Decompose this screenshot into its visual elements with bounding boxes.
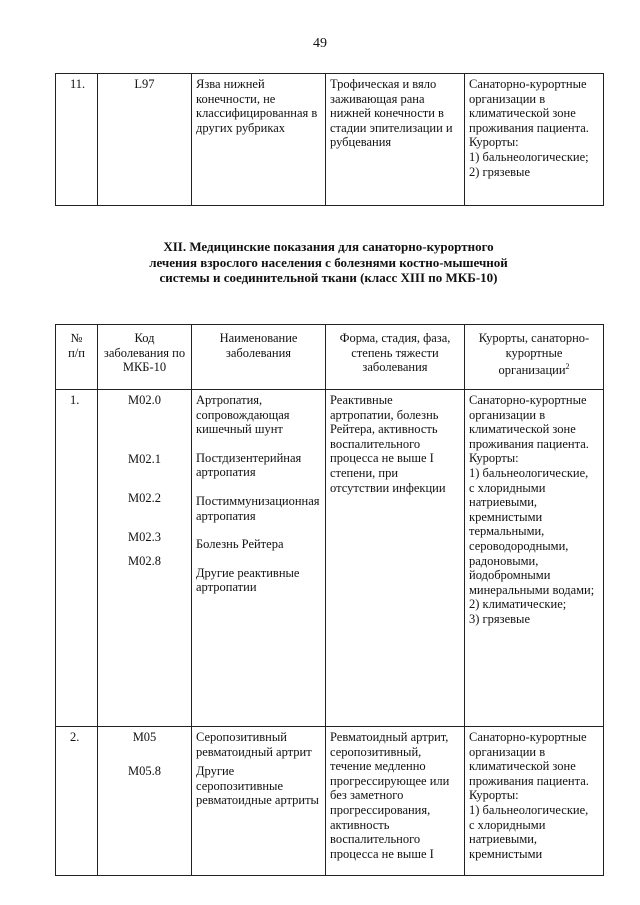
disease-form	[326, 74, 465, 206]
text-line: №	[70, 331, 83, 345]
text-line: Санаторно-курортные	[469, 77, 587, 91]
text-line: климатической зоне	[469, 759, 576, 774]
icd-code: M05	[132, 730, 157, 744]
text-line: кишечный шунт	[196, 422, 283, 437]
text-line: Код	[134, 331, 155, 345]
table-row	[56, 74, 604, 206]
text-line: воспалительного	[330, 436, 421, 451]
icd-code: M02.1	[128, 451, 161, 466]
text-line: климатической зоне	[469, 106, 576, 121]
text-line: 2) грязевые	[469, 164, 530, 179]
spacer	[196, 437, 321, 451]
text-line: п/п	[68, 345, 85, 360]
text-line: термальными,	[469, 524, 545, 539]
text-line: Санаторно-курортные	[469, 730, 587, 744]
row-number: 1.	[56, 390, 98, 727]
text-line: Постиммунизационная	[196, 493, 320, 508]
text-line: проживания пациента.	[469, 773, 589, 788]
text-line: МКБ-10	[122, 360, 167, 375]
header-code	[98, 325, 192, 390]
text-line: заболевания	[225, 345, 292, 360]
text-line: 1) бальнеологические;	[469, 149, 589, 164]
spacer	[102, 408, 187, 452]
text-line: йодобромными	[469, 568, 551, 583]
text-line	[469, 360, 599, 378]
spacer	[102, 544, 187, 554]
text-line: серопозитивный,	[330, 744, 422, 759]
text-line: Ревматоидный артрит,	[330, 730, 449, 744]
text-line: Другие	[196, 764, 235, 779]
text-line: организации в	[469, 744, 546, 759]
icd-code: M02.2	[128, 491, 161, 506]
spacer	[102, 466, 187, 491]
text-line: отсутствии инфекции	[330, 480, 446, 495]
text-line: натриевыми,	[469, 495, 538, 510]
text-line: организации в	[469, 407, 546, 422]
disease-form	[326, 727, 465, 876]
text-line: Постдизентерийная	[196, 450, 302, 465]
page-number: 49	[313, 36, 327, 51]
text-line: 1) бальнеологические,	[469, 465, 589, 480]
text-line: Курорты:	[469, 451, 519, 466]
text-line: натриевыми,	[469, 832, 538, 847]
text-line: Наименование	[219, 331, 298, 345]
indications-table	[55, 324, 604, 876]
text-line: 3) грязевые	[469, 611, 530, 626]
text-line: Другие реактивные	[196, 565, 300, 580]
text-line: Трофическая и вяло	[330, 77, 437, 91]
text-line: с хлоридными	[469, 480, 546, 495]
resorts	[465, 727, 604, 876]
table-header	[56, 325, 604, 390]
text-line: процесса не выше I	[330, 846, 434, 861]
text-line: степень тяжести	[351, 345, 439, 360]
text-line: заболевания по	[103, 345, 186, 360]
text-line: рубцевания	[330, 135, 392, 150]
text-fragment: организации	[498, 363, 566, 378]
row-number: 11.	[56, 74, 98, 206]
text-line: кремнистыми	[469, 509, 543, 524]
title-line: лечения взрослого населения с болезнями костно-мышечной	[149, 254, 508, 270]
spacer	[102, 506, 187, 530]
text-line: ревматоидные артриты	[196, 793, 319, 808]
text-line: проживания пациента.	[469, 120, 589, 135]
disease-names	[192, 727, 326, 876]
text-line: степени, при	[330, 465, 399, 480]
section-title	[55, 239, 602, 286]
text-line: кремнистыми	[469, 846, 543, 861]
text-line: артропатия	[196, 465, 256, 480]
disease-names	[192, 390, 326, 727]
text-line: активность	[330, 817, 390, 832]
text-line: Реактивные	[330, 393, 393, 407]
text-line: курортные	[505, 345, 563, 360]
icd-code: M02.8	[128, 554, 161, 569]
disease-name	[192, 74, 326, 206]
text-line: Артропатия,	[196, 393, 263, 407]
text-line: сопровождающая	[196, 407, 290, 422]
text-line: климатической зоне	[469, 422, 576, 437]
header-num	[56, 325, 98, 390]
disease-form	[326, 390, 465, 727]
text-line: воспалительного	[330, 832, 421, 847]
text-line: Рейтера, активность	[330, 422, 438, 437]
text-line: радоновыми,	[469, 553, 539, 568]
text-line: Курорты:	[469, 135, 519, 150]
icd-code: M02.0	[128, 393, 161, 407]
text-line: 1) бальнеологические,	[469, 802, 589, 817]
text-line: заживающая рана	[330, 91, 425, 106]
text-line: стадии эпителизации и	[330, 120, 453, 135]
text-line: Серопозитивный	[196, 730, 287, 744]
spacer	[196, 552, 321, 566]
icd-codes	[98, 727, 192, 876]
header-resorts	[465, 325, 604, 390]
text-line: ревматоидный артрит	[196, 744, 312, 759]
text-line: с хлоридными	[469, 817, 546, 832]
icd-codes	[98, 390, 192, 727]
spacer	[196, 480, 321, 494]
header-name	[192, 325, 326, 390]
text-line: заболевания	[362, 360, 428, 375]
text-line: артропатии, болезнь	[330, 407, 439, 422]
icd-code: M05.8	[128, 763, 161, 778]
spacer	[102, 745, 187, 764]
text-line: конечности, не	[196, 91, 276, 106]
footnote-marker: 2	[565, 362, 570, 372]
text-line: других рубриках	[196, 120, 286, 135]
title-line: XII. Медицинские показания для санаторно-курортного	[163, 239, 494, 254]
text-line: течение медленно	[330, 759, 426, 774]
text-line: артропатии	[196, 580, 257, 595]
text-line: серопозитивные	[196, 778, 284, 793]
table-row	[56, 390, 604, 727]
table-row	[56, 727, 604, 876]
title-line: системы и соединительной ткани (класс XIII по МКБ-10)	[159, 270, 498, 285]
text-line: процесса не выше I	[330, 451, 434, 466]
text-line: Форма, стадия, фаза,	[339, 331, 451, 345]
text-line: без заметного	[330, 788, 404, 803]
text-line: классифицированная в	[196, 106, 318, 121]
text-line: 2) климатические;	[469, 597, 567, 612]
header-form	[326, 325, 465, 390]
resorts	[465, 74, 604, 206]
resorts	[465, 390, 604, 727]
icd-code: M02.3	[128, 529, 161, 544]
text-line: Язва нижней	[196, 77, 265, 91]
text-line: сероводородными,	[469, 538, 569, 553]
row-number: 2.	[56, 727, 98, 876]
text-line: прогрессирующее или	[330, 773, 450, 788]
icd-code: L97	[98, 74, 192, 206]
table-continuation	[55, 73, 604, 206]
text-line: организации в	[469, 91, 546, 106]
text-line: Курорты, санаторно-	[478, 331, 590, 345]
text-line: проживания пациента.	[469, 436, 589, 451]
text-line: Санаторно-курортные	[469, 393, 587, 407]
text-line: Курорты:	[469, 788, 519, 803]
text-line: артропатия	[196, 508, 256, 523]
spacer	[196, 523, 321, 537]
text-line: прогрессирования,	[330, 802, 431, 817]
text-line: Болезнь Рейтера	[196, 537, 284, 552]
text-line: нижней конечности в	[330, 106, 444, 121]
text-line: минеральными водами;	[469, 582, 595, 597]
